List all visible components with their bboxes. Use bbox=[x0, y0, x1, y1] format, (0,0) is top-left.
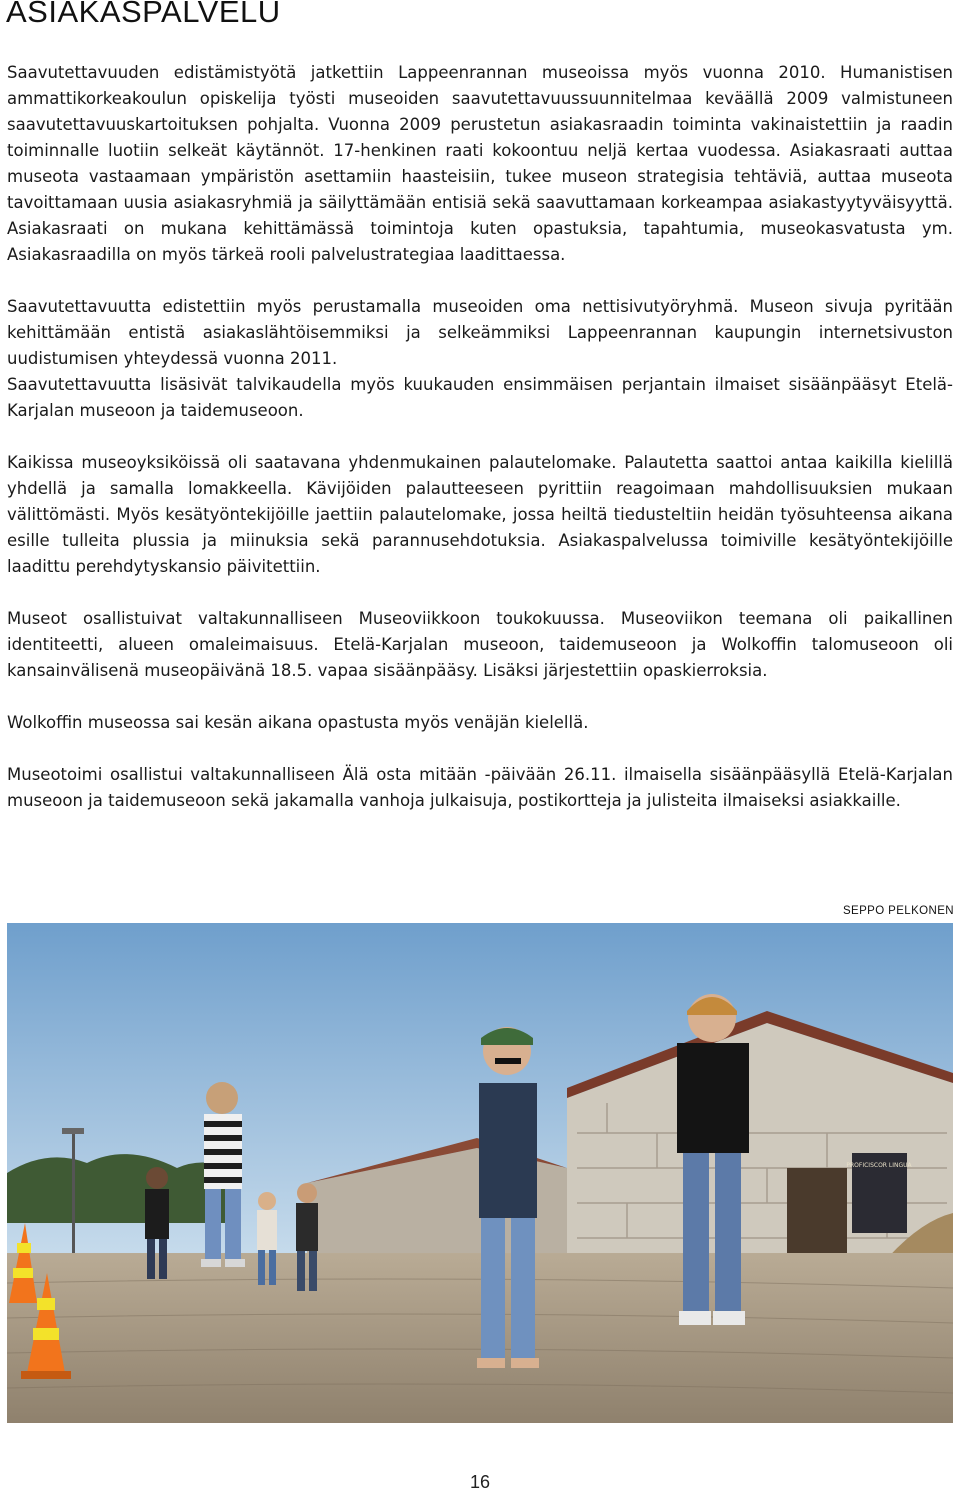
page-title: ASIAKASPALVELU bbox=[6, 0, 281, 29]
paragraph-free-entry: Saavutettavuutta lisäsivät talvikaudella myös kuukauden ensimmäisen perjantain ilmaiset sisäänpääsyt Etelä-Karjalan museoon ja taidemuseoon. bbox=[7, 375, 953, 420]
paragraph-feedback: Kaikissa museoyksiköissä oli saatavana yhdenmukainen palautelomake. Palautetta saattoi antaa kaikilla kielillä yhdellä ja samalla lomakkeella. Kävijöiden palautteeseen pyrittiin reagoimaan mahdollisuuksien mukaan välittömästi. Myös kesätyöntekijöille jaettiin palautelomake, jossa heiltä tiedusteltiin heidän työsuhteensa aikana esille tulleita plussia ja miinuksia sekä parannusehdotuksia. Asiakaspalvelussa toimiville kesätyöntekijöille laadittu perehdytyskansio päivitettiin. bbox=[7, 453, 953, 576]
photo bbox=[7, 923, 953, 1423]
photo-credit: SEPPO PELKONEN bbox=[842, 905, 954, 917]
article-body bbox=[7, 60, 953, 840]
museum-visitors-illustration bbox=[7, 923, 953, 1423]
paragraph-web-group: Saavutettavuutta edistettiin myös perustamalla museoiden oma nettisivutyöryhmä. Museon sivuja pyritään kehittämään entistä asiakaslähtöisemmiksi ja selkeämmiksi Lappeenrannan kaupungin internetsivuston uudistumisen yhteydessä vuonna 2011. bbox=[7, 297, 953, 368]
page-number: 16 bbox=[469, 1472, 491, 1492]
door bbox=[787, 1168, 847, 1263]
trees bbox=[7, 1154, 237, 1223]
paragraph-accessibility: Saavutettavuuden edistämistyötä jatkettiin Lappeenrannan museoissa myös vuonna 2010. Humanistisen ammattikorkeakoulun opiskelija työsti museoiden saavutettavuussuunnitelmaa keväällä 2009 valmistuneen saavutettavuuskartoituksen pohjalta. Vuonna 2009 perustetun asiakasraadin toiminta vakinaistettiin ja raadin toiminnalle luotiin selkeät käytännöt. 17-henkinen raati kokoontuu neljä kertaa vuodessa. Asiakasraati auttaa museota vastaamaan ympäristön asettamiin haasteisiin, tukee museon strategisia tehtäviä, auttaa museota tavoittamaan uusia asiakasryhmiä ja säilyttämään entisiä sekä saavuttamaan korkeampaa asiakastyytyväisyyttä. Asiakasraati on mukana kehittämässä toimintoja kuten opastuksia, tapahtumia, museokasvatusta ym. Asiakasraadilla on myös tärkeä rooli palvelustrategiaa laadittaessa. bbox=[7, 63, 953, 264]
paragraph-museum-week: Museot osallistuivat valtakunnalliseen Museoviikkoon toukokuussa. Museoviikon teemana oli paikallinen identiteetti, alueen omaleimaisuus. Etelä-Karjalan museoon, taidemuseoon ja Wolkoffin talomuseoon oli kansainvälisenä museopäivänä 18.5. vapaa sisäänpääsy. Lisäksi järjestettiin opaskierroksia. bbox=[7, 609, 953, 680]
paragraph-russian-guiding: Wolkoffin museossa sai kesän aikana opastusta myös venäjän kielellä. bbox=[7, 713, 589, 732]
paragraph-buy-nothing-day: Museotoimi osallistui valtakunnalliseen Älä osta mitään -päivään 26.11. ilmaisella sisäänpääsyllä Etelä-Karjalan museoon ja taidemuseoon sekä jakamalla vanhoja julkaisuja, postikortteja ja julisteita ilmaiseksi asiakkaille. bbox=[7, 765, 953, 810]
svg-text:PROFICISCOR LINGUA: PROFICISCOR LINGUA bbox=[846, 1162, 912, 1169]
